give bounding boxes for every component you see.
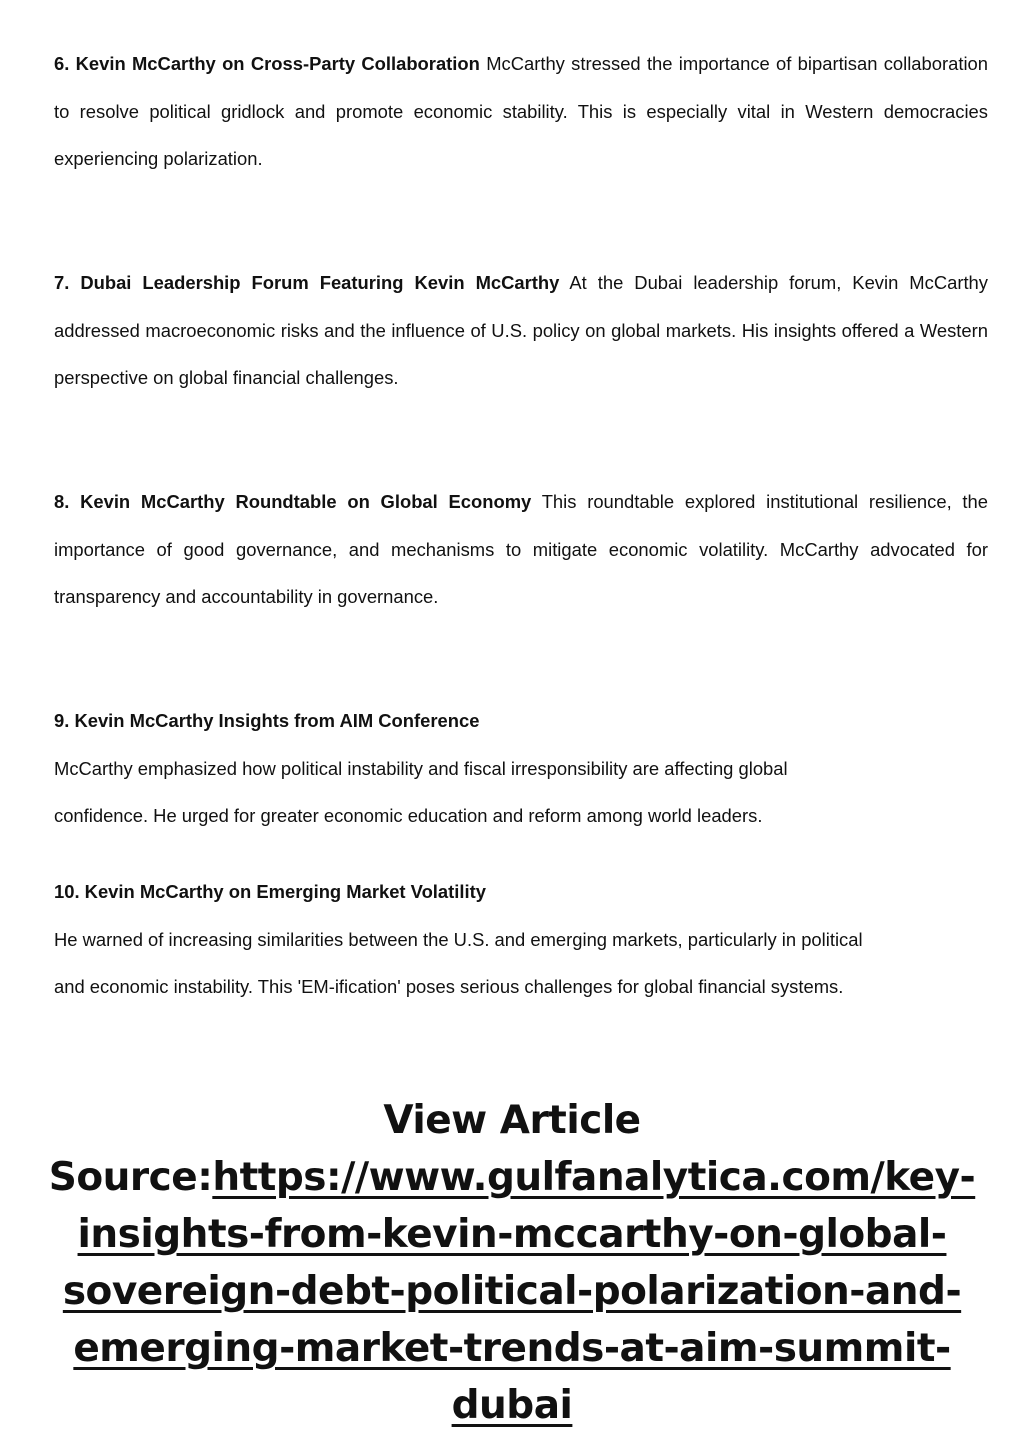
item-heading: 9. Kevin McCarthy Insights from AIM Conference — [54, 710, 480, 731]
source-line — [30, 1149, 994, 1206]
view-article-title: View Article — [383, 1098, 641, 1143]
item-body: This roundtable explored institutional resilience, the importance of good governance, and mechanisms to mitigate economic volatility. McCarthy advocated for transparency and accountability in governance. — [54, 491, 988, 607]
item-body-line: He warned of increasing similarities between the U.S. and emerging markets, particularly in political — [54, 928, 863, 950]
item-heading: 8. Kevin McCarthy Roundtable on Global Economy — [54, 491, 532, 512]
article-source — [30, 1092, 994, 1434]
source-prefix: Source: — [48, 1155, 213, 1200]
source-link-part-3[interactable]: sovereign-debt-political-polarization-and- — [62, 1269, 962, 1314]
source-line — [30, 1206, 994, 1263]
item-heading: 10. Kevin McCarthy on Emerging Market Volatility — [54, 881, 486, 902]
item-body-line: confidence. He urged for greater economic education and reform among world leaders. — [54, 805, 763, 826]
article-item-7 — [54, 259, 988, 402]
item-body: At the Dubai leadership forum, Kevin McCarthy addressed macroeconomic risks and the influence of U.S. policy on global markets. His insights offered a Western perspective on global financial challenges. — [54, 272, 988, 388]
item-body-line: and economic instability. This 'EM-ification' poses serious challenges for global financial systems. — [54, 976, 844, 997]
item-body-line: McCarthy emphasized how political instability and fiscal irresponsibility are affecting global — [54, 757, 788, 779]
source-link-part-2[interactable]: insights-from-kevin-mccarthy-on-global- — [77, 1212, 947, 1257]
source-line — [30, 1263, 994, 1320]
source-line — [30, 1320, 994, 1434]
article-item-9 — [54, 697, 988, 840]
article-item-8 — [54, 478, 988, 621]
source-link-part-1[interactable]: https://www.gulfanalytica.com/key- — [212, 1155, 976, 1200]
item-heading: 7. Dubai Leadership Forum Featuring Kevin McCarthy — [54, 272, 560, 293]
article-item-6 — [54, 40, 988, 183]
article-item-10 — [54, 868, 988, 1011]
item-heading: 6. Kevin McCarthy on Cross-Party Collaboration — [54, 53, 480, 74]
source-link-part-4[interactable]: emerging-market-trends-at-aim-summit-dubai — [73, 1326, 951, 1428]
item-body: McCarthy stressed the importance of bipartisan collaboration to resolve political gridlock and promote economic stability. This is especially vital in Western democracies experiencing polarization. — [54, 53, 988, 169]
